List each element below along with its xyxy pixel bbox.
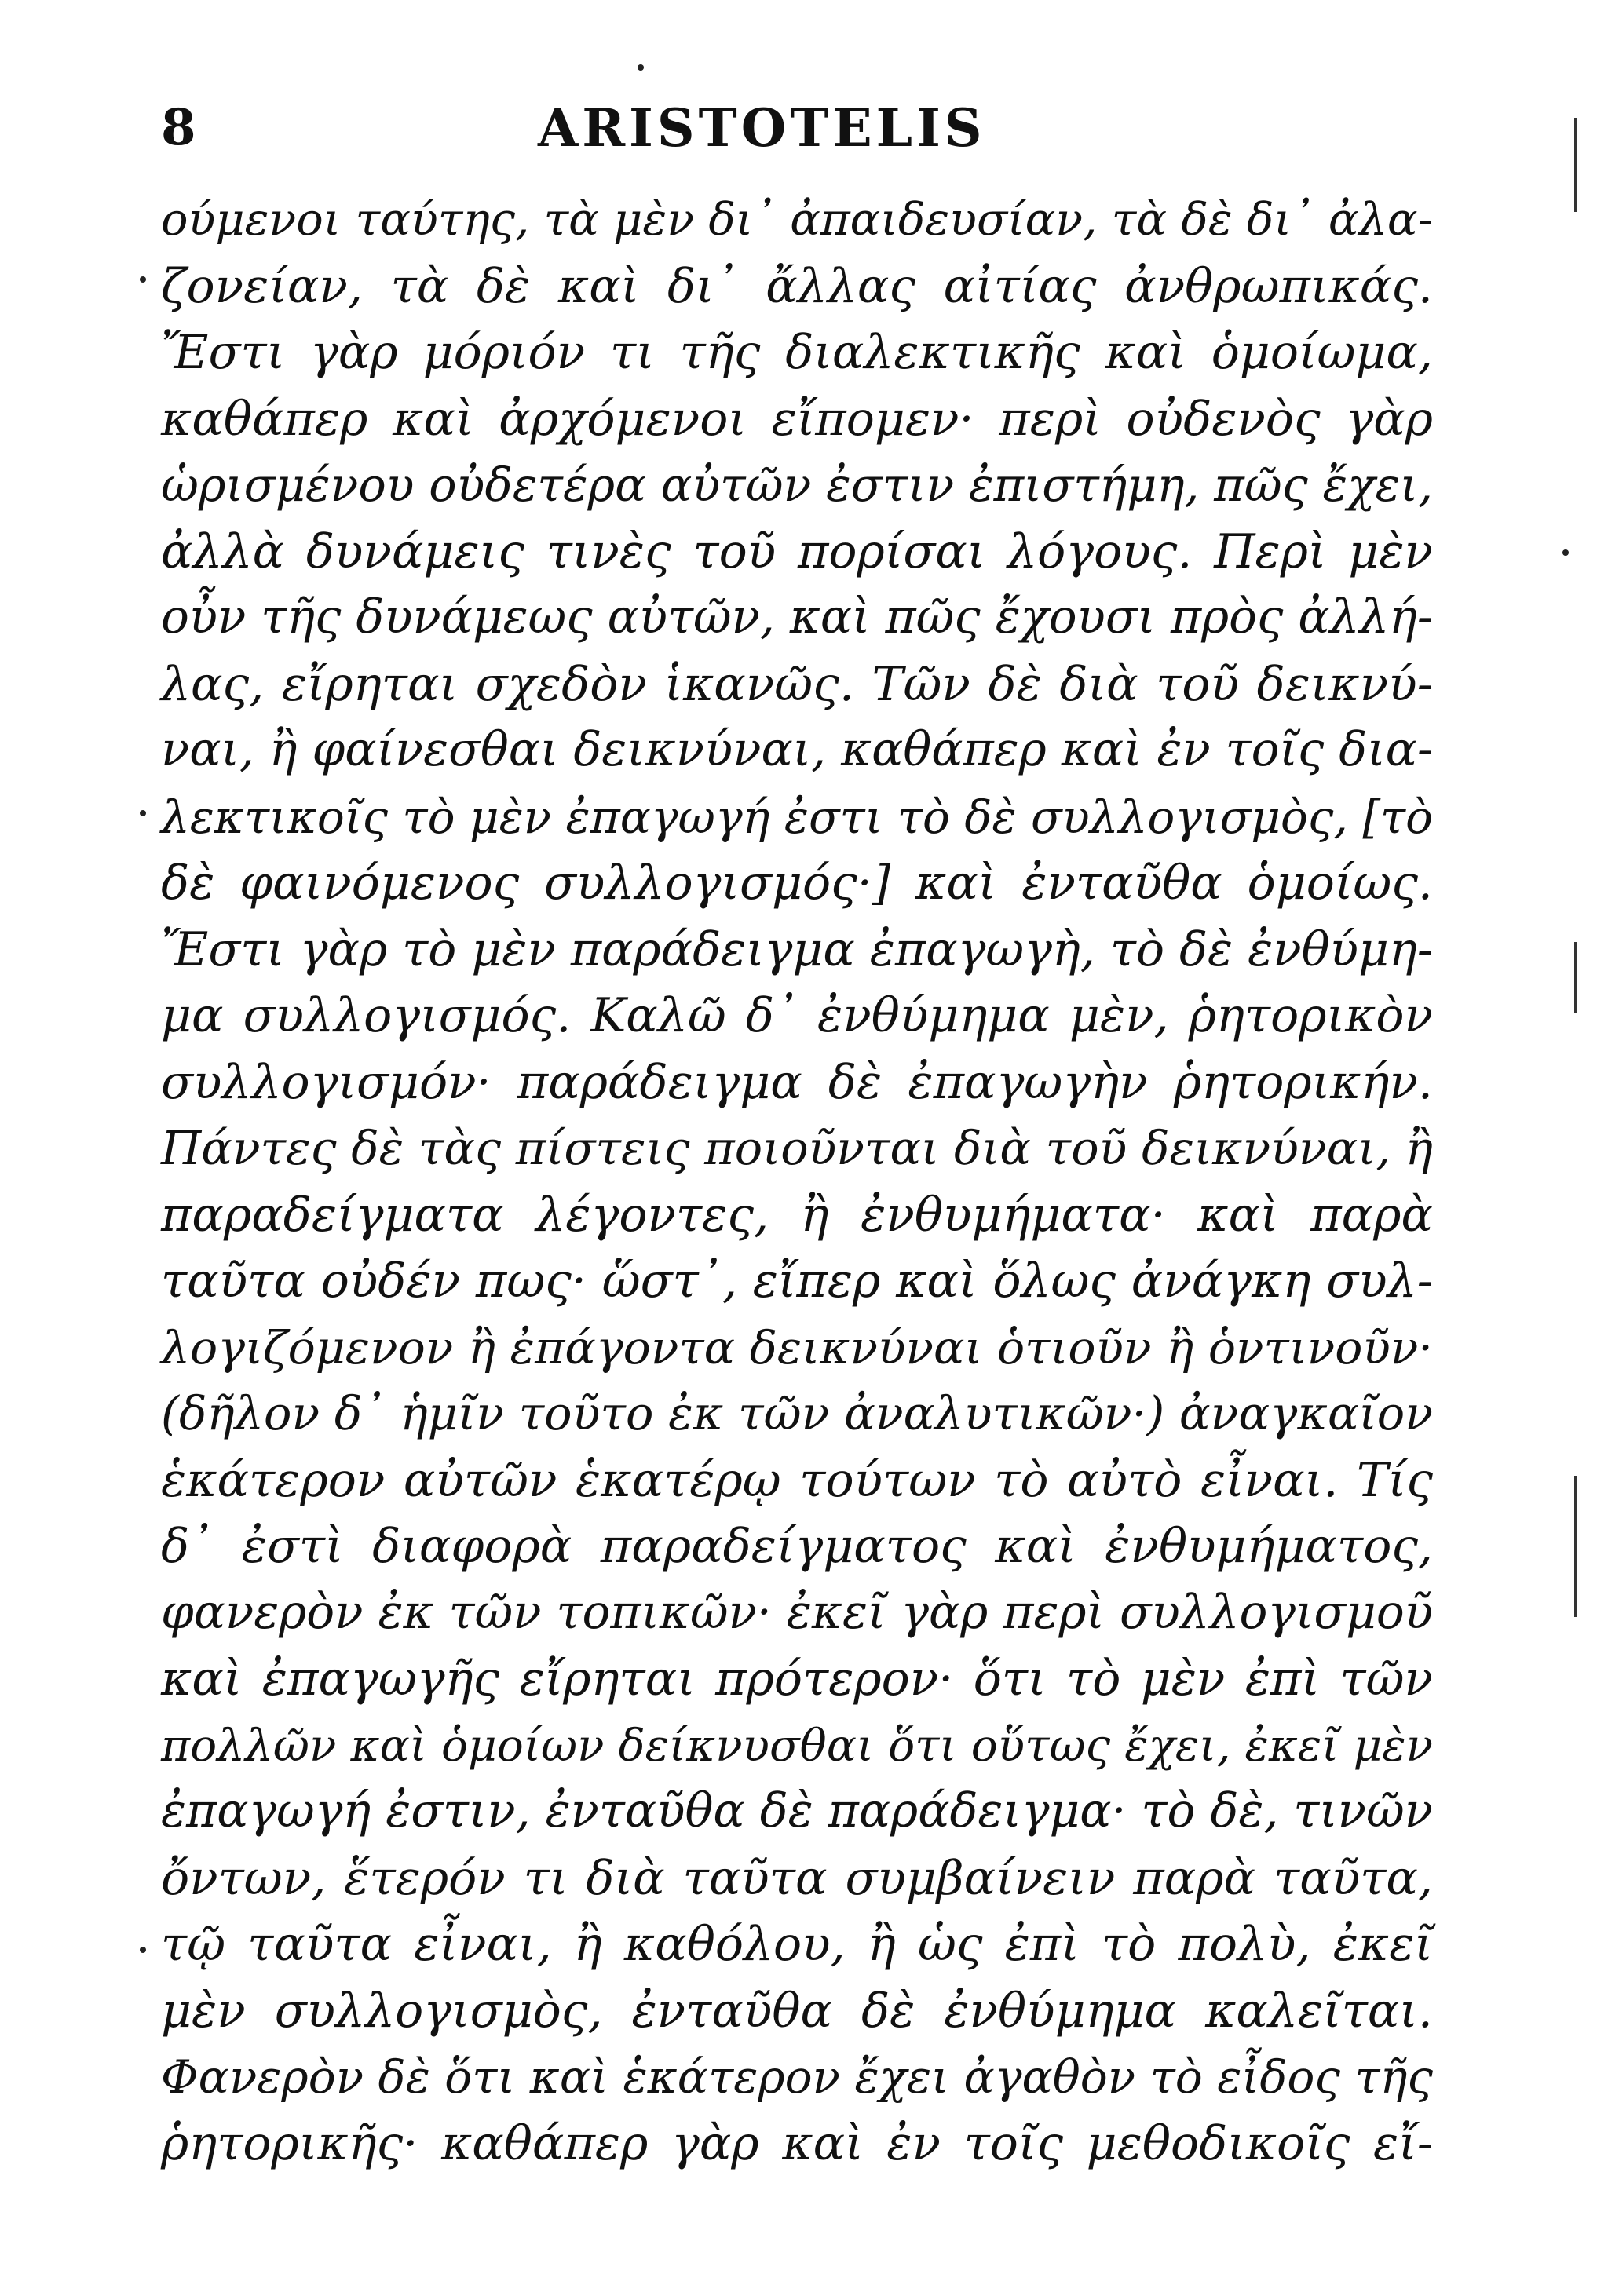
margin-speck (140, 1947, 146, 1953)
text-line: πολλῶν καὶ ὁμοίων δείκνυσθαι ὅτι οὕτως ἔχει, ἐκεῖ μὲν (161, 1719, 1433, 1772)
edge-rule (1574, 1476, 1577, 1617)
margin-speck (638, 64, 644, 71)
running-title: ARISTOTELIS (538, 97, 986, 159)
text-line: Φανερὸν δὲ ὅτι καὶ ἑκάτερον ἔχει ἀγαθὸν τὸ εἶδος τῆς (161, 2050, 1433, 2104)
edge-rule (1574, 942, 1577, 1013)
text-line: οὖν τῆς δυνάμεως αὐτῶν, καὶ πῶς ἔχουσι πρὸς ἀλλή- (161, 590, 1433, 644)
text-line: λεκτικοῖς τὸ μὲν ἐπαγωγή ἐστι τὸ δὲ συλλογισμὸς, [τὸ (161, 790, 1433, 844)
text-line: δ᾽ ἐστὶ διαφορὰ παραδείγματος καὶ ἐνθυμήματος, (161, 1519, 1433, 1574)
margin-speck (1562, 549, 1569, 556)
text-line: καὶ ἐπαγωγῆς εἴρηται πρότερον· ὅτι τὸ μὲν ἐπὶ τῶν (161, 1652, 1433, 1706)
margin-speck (140, 276, 146, 283)
text-line: φανερὸν ἐκ τῶν τοπικῶν· ἐκεῖ γὰρ περὶ συλλογισμοῦ (161, 1585, 1433, 1640)
text-line: λας, εἴρηται σχεδὸν ἱκανῶς. Τῶν δὲ διὰ τοῦ δεικνύ- (161, 656, 1433, 712)
text-line: ζονείαν, τὰ δὲ καὶ δι᾽ ἄλλας αἰτίας ἀνθρωπικάς. (161, 258, 1433, 314)
page-number: 8 (161, 98, 196, 157)
text-line: ἑκάτερον αὐτῶν ἑκατέρῳ τούτων τὸ αὐτὸ εἶναι. Τίς (161, 1452, 1433, 1508)
text-line: Πάντες δὲ τὰς πίστεις ποιοῦνται διὰ τοῦ δεικνύναι, ἢ (161, 1121, 1433, 1175)
text-line: ὡρισμένου οὐδετέρα αὐτῶν ἐστιν ἐπιστήμη, πῶς ἔχει, (161, 458, 1433, 512)
text-line: συλλογισμόν· παράδειγμα δὲ ἐπαγωγὴν ῥητορικήν. (161, 1054, 1433, 1110)
text-line: ῥητορικῆς· καθάπερ γὰρ καὶ ἐν τοῖς μεθοδικοῖς εἴ- (161, 2115, 1433, 2171)
text-line: (δῆλον δ᾽ ἡμῖν τοῦτο ἐκ τῶν ἀναλυτικῶν·) ἀναγκαῖον (161, 1386, 1433, 1440)
text-line: ἐπαγωγή ἐστιν, ἐνταῦθα δὲ παράδειγμα· τὸ δὲ, τινῶν (161, 1784, 1433, 1838)
text-line: ναι, ἢ φαίνεσθαι δεικνύναι, καθάπερ καὶ ἐν τοῖς δια- (161, 723, 1433, 777)
text-line: Ἔστι γὰρ μόριόν τι τῆς διαλεκτικῆς καὶ ὁμοίωμα, (161, 325, 1433, 380)
text-line: λογιζόμενον ἢ ἐπάγοντα δεικνύναι ὁτιοῦν ἢ ὁντινοῦν· (161, 1320, 1433, 1374)
text-line: τῷ ταῦτα εἶναι, ἢ καθόλου, ἢ ὡς ἐπὶ τὸ πολὺ, ἐκεῖ (161, 1917, 1433, 1972)
margin-speck (140, 810, 146, 816)
text-line: μὲν συλλογισμὸς, ἐνταῦθα δὲ ἐνθύμημα καλεῖται. (161, 1983, 1433, 2039)
text-line: καθάπερ καὶ ἀρχόμενοι εἴπομεν· περὶ οὐδενὸς γὰρ (161, 391, 1433, 447)
text-line: παραδείγματα λέγοντες, ἢ ἐνθυμήματα· καὶ παρὰ (161, 1187, 1433, 1243)
text-line: ούμενοι ταύτης, τὰ μὲν δι᾽ ἀπαιδευσίαν, τὰ δὲ δι᾽ ἀλα- (161, 193, 1433, 246)
text-line: ὄντων, ἕτερόν τι διὰ ταῦτα συμβαίνειν παρὰ ταῦτα, (161, 1850, 1433, 1906)
text-line: Ἔστι γὰρ τὸ μὲν παράδειγμα ἐπαγωγὴ, τὸ δὲ ἐνθύμη- (161, 922, 1434, 977)
text-line: ἀλλὰ δυνάμεις τινὲς τοῦ πορίσαι λόγους. Περὶ μὲν (161, 524, 1433, 579)
running-head (161, 93, 1417, 163)
text-line: δὲ φαινόμενος συλλογισμός·] καὶ ἐνταῦθα ὁμοίως. (161, 856, 1433, 911)
edge-rule (1574, 118, 1577, 212)
body-text (161, 187, 1433, 2177)
text-line: μα συλλογισμός. Καλῶ δ᾽ ἐνθύμημα μὲν, ῥητορικὸν (161, 988, 1433, 1043)
text-line: ταῦτα οὐδέν πως· ὥστ᾽, εἴπερ καὶ ὅλως ἀνάγκη συλ- (161, 1254, 1433, 1309)
